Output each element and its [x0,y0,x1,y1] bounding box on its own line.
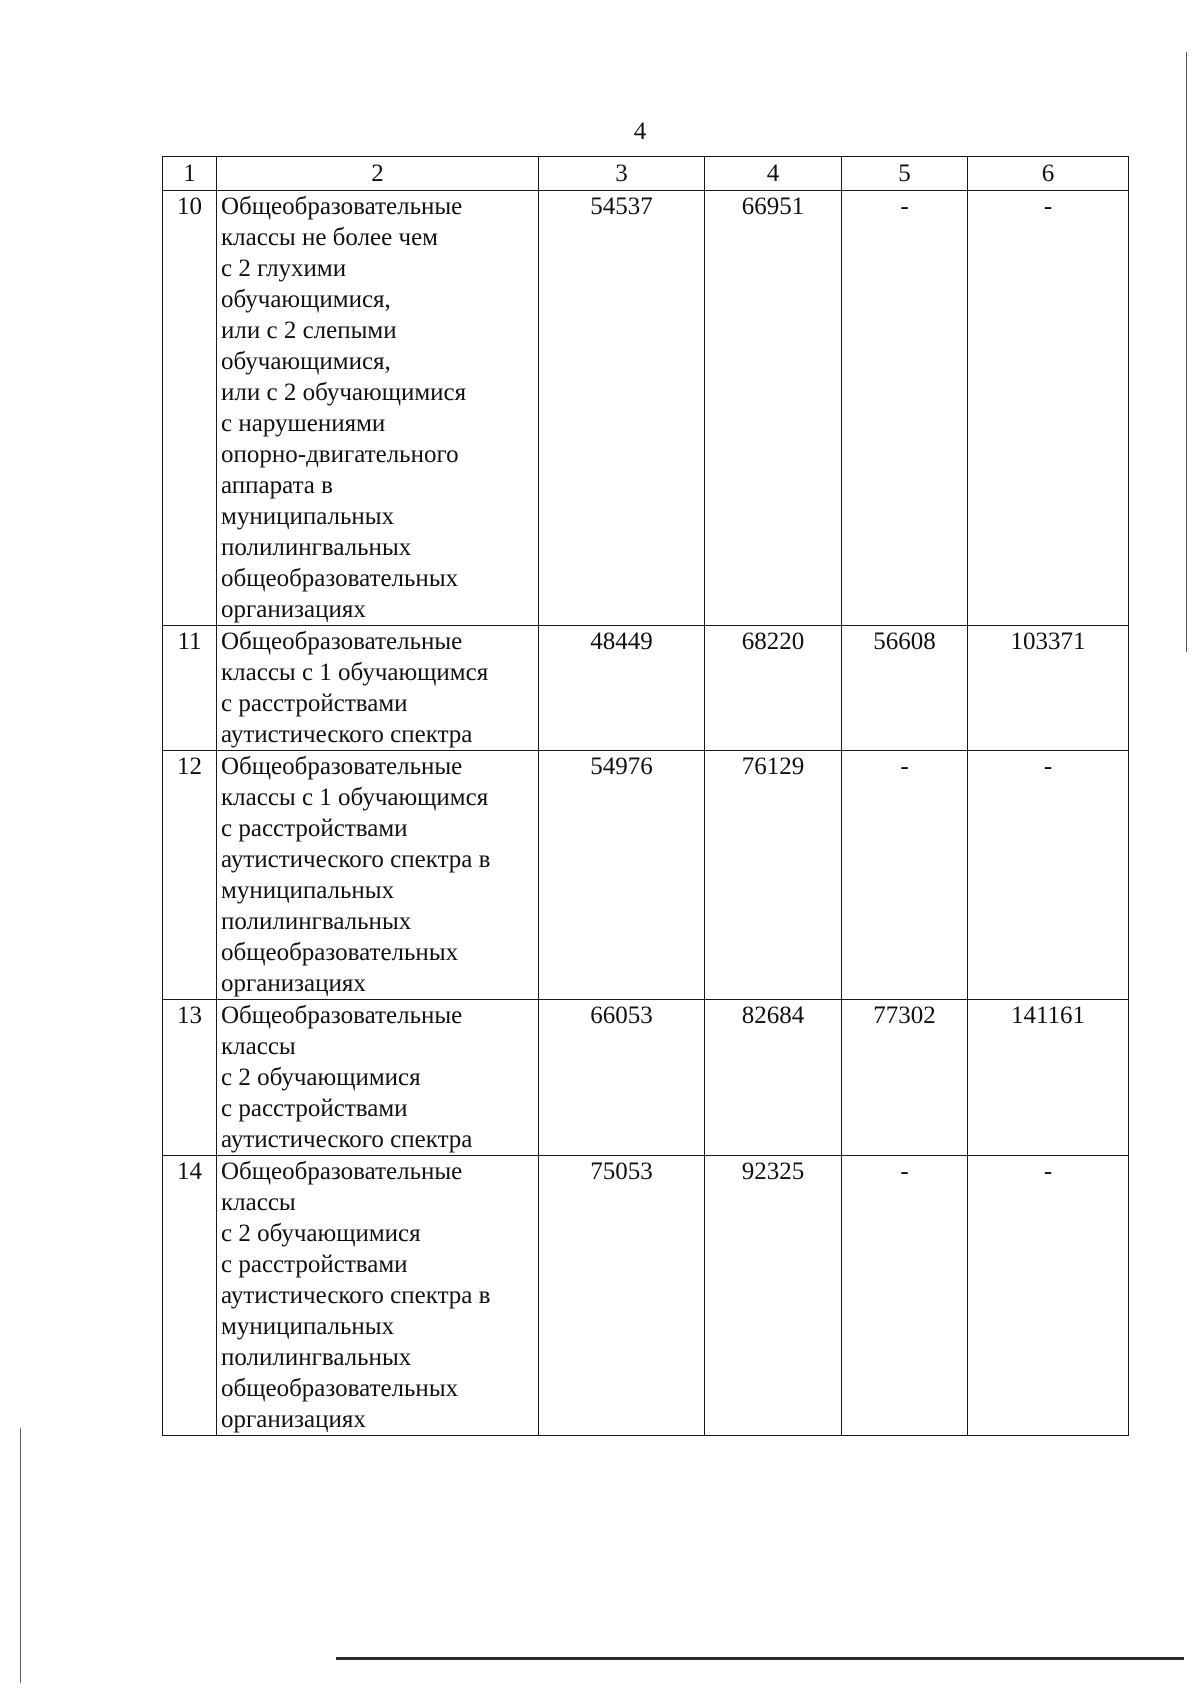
cell-col3: 48449 [539,626,705,751]
cell-col4: 68220 [705,626,842,751]
table-header-row [163,157,1129,191]
column-header: 1 [163,157,217,191]
cell-col5: - [842,751,968,1000]
bottom-rule [336,1657,1184,1660]
row-number: 14 [163,1156,217,1436]
table-row [163,1000,1129,1156]
cell-col5: 77302 [842,1000,968,1156]
cell-col4: 66951 [705,191,842,626]
cell-col6: - [968,751,1129,1000]
column-header: 3 [539,157,705,191]
cell-col3: 75053 [539,1156,705,1436]
row-description: Общеобразовательные классы с 2 обучающимися с расстройствами аутистического спектра в муниципальных полилингвальных общеобразовательных организациях [217,1156,539,1436]
scan-edge-line [20,1428,21,1683]
table-row [163,191,1129,626]
row-number: 12 [163,751,217,1000]
scan-edge-line [1186,52,1187,652]
table-row [163,626,1129,751]
cell-col4: 76129 [705,751,842,1000]
cell-col3: 66053 [539,1000,705,1156]
cell-col4: 92325 [705,1156,842,1436]
cell-col6: 141161 [968,1000,1129,1156]
cell-col6: - [968,1156,1129,1436]
cell-col5: 56608 [842,626,968,751]
row-number: 11 [163,626,217,751]
cell-col6: 103371 [968,626,1129,751]
row-number: 13 [163,1000,217,1156]
table-row [163,1156,1129,1436]
column-header: 2 [217,157,539,191]
cell-col4: 82684 [705,1000,842,1156]
page-number: 4 [633,118,647,145]
column-header: 4 [705,157,842,191]
cell-col5: - [842,1156,968,1436]
row-description: Общеобразовательные классы с 2 обучающимися с расстройствами аутистического спектра [217,1000,539,1156]
row-number: 10 [163,191,217,626]
column-header: 6 [968,157,1129,191]
data-table [162,156,1129,1436]
row-description: Общеобразовательные классы с 1 обучающимся с расстройствами аутистического спектра [217,626,539,751]
row-description: Общеобразовательные классы не более чем с 2 глухими обучающимися, или с 2 слепыми обучающимися, или с 2 обучающимися с нарушениями опорно-двигательного аппарата в муниципальных полилингвальных общеобразовательных организациях [217,191,539,626]
row-description: Общеобразовательные классы с 1 обучающимся с расстройствами аутистического спектра в муниципальных полилингвальных общеобразовательных организациях [217,751,539,1000]
cell-col5: - [842,191,968,626]
cell-col6: - [968,191,1129,626]
cell-col3: 54537 [539,191,705,626]
column-header: 5 [842,157,968,191]
cell-col3: 54976 [539,751,705,1000]
table-row [163,751,1129,1000]
